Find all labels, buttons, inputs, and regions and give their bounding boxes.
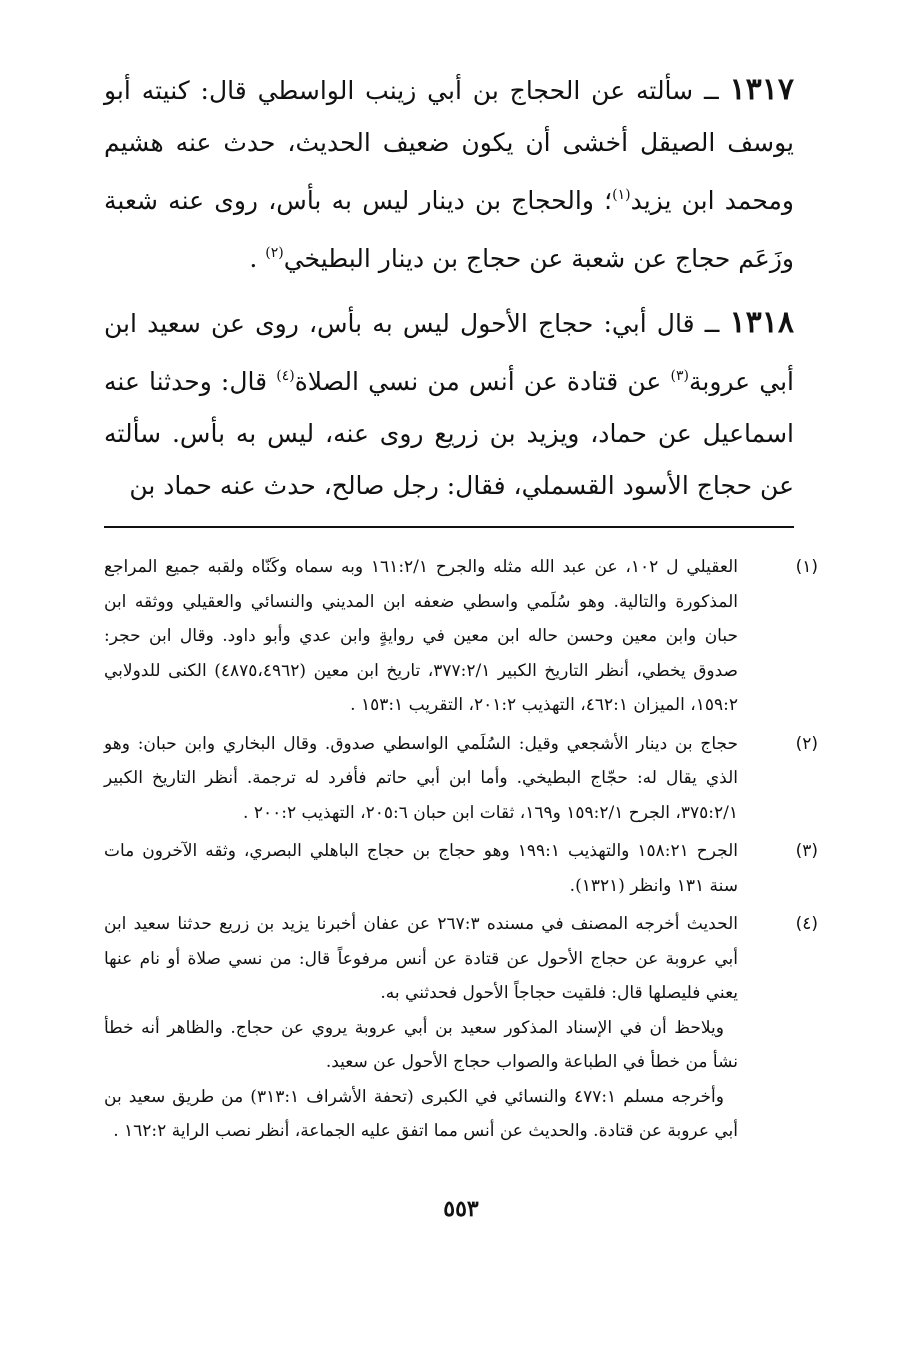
footnotes (104, 550, 818, 1149)
entry-text: عن قتادة عن أنس من نسي الصلاة (294, 367, 671, 396)
footnote-text: العقيلي ل ١٠٢، عن عبد الله مثله والجرح ١٦١:٢/١ وبه سماه وكَنّاه ولقبه جميع المراجع المذكورة والتالية. وهو سُلَمي واسطي ضعفه ابن المديني والنسائي والعقيلي ووثقه ابن حبان وابن معين وحسن حاله ابن معين في روايةٍ وابن عدي وأبو داود. وقال ابن حجر: صدوق يخطي، أنظر التاريخ الكبير ٣٧٧:٢/١، تاريخ ابن معين (٤٨٧٥،٤٩٦٢) الكنى للدولابي ١٥٩:٢، الميزان ٤٦٢:١، التهذيب ٢٠١:٢، التقريب ١٥٣:١ . (104, 557, 738, 715)
footnote-text: الحديث أخرجه المصنف في مسنده ٢٦٧:٣ عن عفان أخبرنا يزيد بن زريع حدثنا سعيد ابن أبي عروبة عن حجاج الأحول عن قتادة عن أنس مرفوعاً قال: من نسي صلاة أو نام عنها يعني فليصلها قال: فلقيت حجاجاً الأحول فحدثني به. (104, 914, 738, 1003)
footnote-ref[interactable]: (٤) (276, 368, 295, 384)
entry-text: . (249, 244, 266, 273)
main-text (104, 64, 794, 512)
book-page (104, 64, 818, 1149)
footnote-ref[interactable]: (٣) (670, 368, 689, 384)
footnote-text: الجرح ١٥٨:٢١ والتهذيب ١٩٩:١ وهو حجاج بن حجاج الباهلي البصري، وثقه الآخرون مات سنة ١٣١ وانظر (١٣٢١). (104, 841, 739, 896)
footnote-text: حجاج بن دينار الأشجعي وقيل: السُلَمي الواسطي صدوق. وقال البخاري وابن حبان: وهو الذي يقال له: حجّاج البطيخي. وأما ابن أبي حاتم فأفرد له ترجمة. أنظر التاريخ الكبير ٣٧٥:٢/١، الجرح ١٥٩:٢/١ و١٦٩، ثقات ابن حبان ٢٠٥:٦، التهذيب ٢٠٠:٢ . (104, 733, 738, 823)
footnote-ref[interactable]: (٢) (265, 245, 284, 261)
footnote-1 (104, 550, 818, 723)
footnote-ref[interactable]: (١) (612, 187, 631, 203)
entry-1318 (104, 297, 794, 512)
footnote-mark: (٣) (795, 841, 818, 861)
entry-number: ١٣١٨ (729, 305, 794, 340)
entry-number: ١٣١٧ (729, 72, 794, 107)
entry-text: ؛ والحجاج بن دينار ليس به بأس، روى عنه شعبة وزَعَم حجاج عن شعبة عن حجاج بن دينار البطيخي (104, 186, 794, 273)
footnote-mark: (١) (795, 557, 818, 577)
footnote-4 (104, 907, 818, 1149)
footnote-3 (104, 834, 818, 903)
entry-text: ــ سألته عن الحجاج بن أبي زينب الواسطي قال: كنيته أبو يوسف الصيقل أخشى أن يكون ضعيف الحديث، حدث عنه هشيم ومحمد ابن يزيد (104, 76, 794, 215)
page-number: ٥٥٣ (443, 1196, 479, 1222)
footnote-divider (104, 526, 794, 528)
entry-1317 (104, 64, 794, 285)
entry-text: ــ قال أبي: حجاج الأحول ليس به بأس، روى عن سعيد ابن أبي عروبة (104, 309, 794, 396)
footnote-mark: (٤) (795, 914, 818, 934)
footnote-2 (104, 727, 818, 831)
footnote-paragraph: وأخرجه مسلم ٤٧٧:١ والنسائي في الكبرى (تحفة الأشراف ٣١٣:١) من طريق سعيد بن أبي عروبة عن قتادة. والحديث عن أنس مما اتفق عليه الجماعة، أنظر نصب الراية ١٦٢:٢ . (104, 1086, 738, 1141)
footnote-mark: (٢) (795, 733, 818, 754)
entry-text: قال: وحدثنا عنه اسماعيل عن حماد، ويزيد بن زريع روى عنه، ليس به بأس. سألته عن حجاج الأسود القسملي، فقال: رجل صالح، حدث عنه حماد بن (104, 367, 794, 500)
footnote-paragraph: ويلاحظ أن في الإسناد المذكور سعيد بن أبي عروبة يروي عن حجاج. والظاهر أنه خطأ نشأ من خطأ في الطباعة والصواب حجاج الأحول عن سعيد. (104, 1017, 738, 1072)
